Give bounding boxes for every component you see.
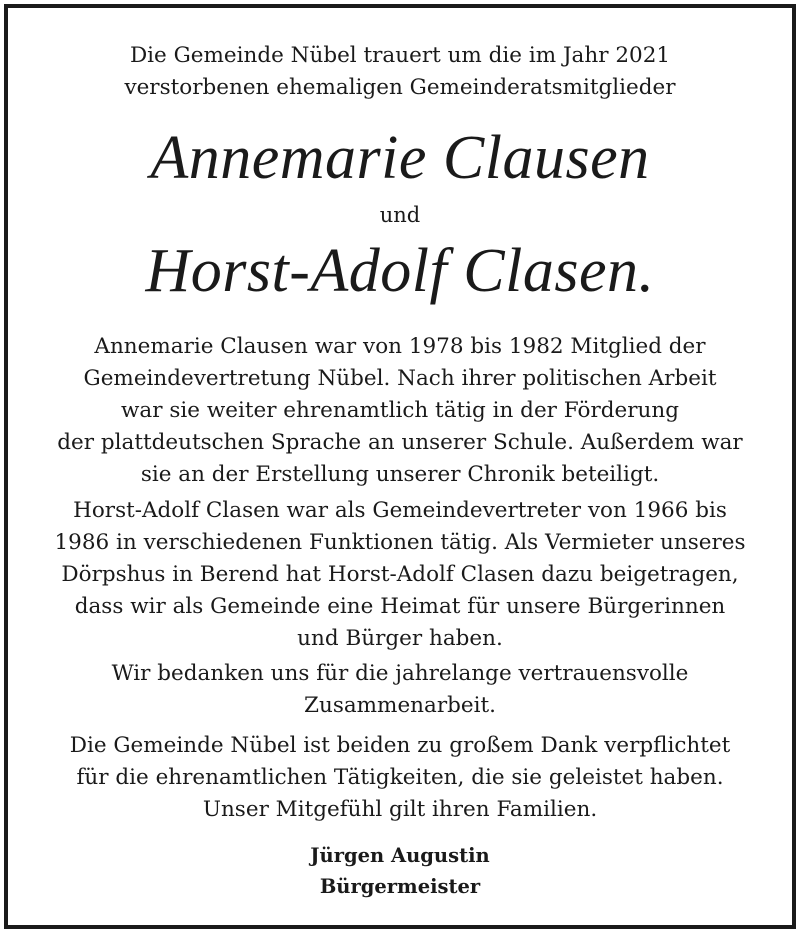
paragraph-line: Die Gemeinde Nübel ist beiden zu großem Dank verpflichtet bbox=[69, 733, 731, 758]
deceased-name-first: Annemarie Clausen bbox=[150, 124, 650, 192]
signatory-title: Bürgermeister bbox=[319, 875, 481, 898]
paragraph-line: war sie weiter ehrenamtlich tätig in der Förderung bbox=[121, 398, 679, 423]
paragraph-line: Zusammenarbeit. bbox=[304, 693, 496, 718]
paragraph-line: und Bürger haben. bbox=[297, 626, 503, 651]
paragraph-horst-adolf bbox=[28, 495, 772, 655]
paragraph-line: Annemarie Clausen war von 1978 bis 1982 Mitglied der bbox=[94, 334, 706, 359]
paragraph-line: für die ehrenamtlichen Tätigkeiten, die sie geleistet haben. bbox=[76, 765, 724, 790]
intro-text bbox=[8, 40, 792, 104]
paragraph-line: Unser Mitgefühl gilt ihren Familien. bbox=[202, 797, 598, 822]
deceased-name-second: Horst-Adolf Clasen. bbox=[145, 237, 655, 305]
paragraph-line: dass wir als Gemeinde eine Heimat für unsere Bürgerinnen bbox=[74, 594, 726, 619]
paragraph-line: Dörpshus in Berend hat Horst-Adolf Clasen dazu beigetragen, bbox=[61, 562, 739, 587]
signatory-name: Jürgen Augustin bbox=[310, 844, 490, 867]
paragraph-annemarie bbox=[28, 331, 772, 491]
paragraph-line: Gemeindevertretung Nübel. Nach ihrer politischen Arbeit bbox=[83, 366, 717, 391]
intro-line: verstorbenen ehemaligen Gemeinderatsmitglieder bbox=[124, 75, 676, 100]
notice-content bbox=[8, 8, 792, 925]
paragraph-line: Wir bedanken uns für die jahrelange vertrauensvolle bbox=[111, 661, 689, 686]
paragraph-thanks bbox=[28, 658, 772, 722]
signature-block bbox=[8, 840, 792, 902]
paragraph-condolence bbox=[28, 730, 772, 826]
name-connector: und bbox=[379, 203, 421, 227]
paragraph-line: 1986 in verschiedenen Funktionen tätig. Als Vermieter unseres bbox=[54, 530, 746, 555]
paragraph-line: sie an der Erstellung unserer Chronik beteiligt. bbox=[140, 462, 660, 487]
intro-line: Die Gemeinde Nübel trauert um die im Jahr 2021 bbox=[129, 43, 671, 68]
obituary-notice bbox=[4, 4, 796, 929]
paragraph-line: Horst-Adolf Clasen war als Gemeindevertreter von 1966 bis bbox=[73, 498, 727, 523]
paragraph-line: der plattdeutschen Sprache an unserer Schule. Außerdem war bbox=[57, 430, 743, 455]
